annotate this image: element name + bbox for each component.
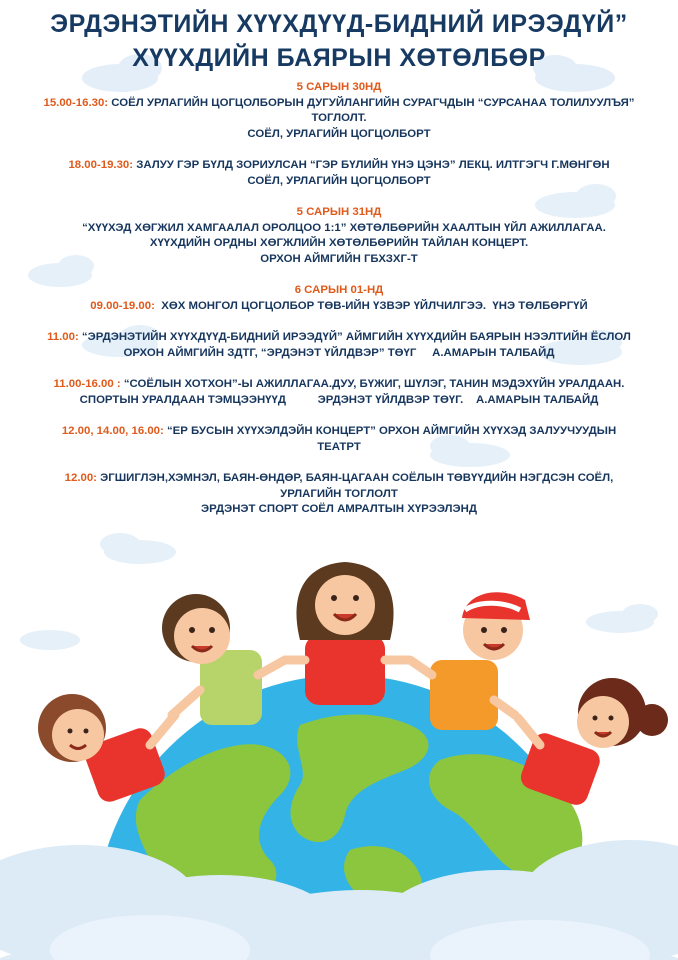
event-item xyxy=(40,471,638,502)
event-description: “ХҮҮХЭД ХӨГЖИЛ ХАМГААЛАЛ ОРОЛЦОО 1:1” ХӨТӨЛБӨРИЙН ХААЛТЫН ҮЙЛ АЖИЛЛАГАА. xyxy=(82,221,606,234)
event-time: 12.00, 14.00, 16.00: xyxy=(61,425,164,437)
schedule xyxy=(40,80,638,518)
event-venue: ЭРДЭНЭТ СПОРТ СОЁЛ АМРАЛТЫН ХҮРЭЭЛЭНД xyxy=(201,503,477,515)
background-cloud xyxy=(586,604,658,633)
event-time: 15.00-16.30: xyxy=(43,96,109,109)
event-venue: СОЁЛ, УРЛАГИЙН ЦОГЦОЛБОРТ xyxy=(247,127,431,140)
event-item xyxy=(40,96,638,127)
event-description: “СОЁЛЫН ХОТХОН”-Ы АЖИЛЛАГАА.ДУУ, БҮЖИГ, ШҮЛЭГ, ТАНИН МЭДЭХҮЙН УРАЛДААН. xyxy=(120,378,625,390)
date-heading-may-30: 5 САРЫН 30НД xyxy=(296,81,382,93)
event-venue: СОЁЛ, УРЛАГИЙН ЦОГЦОЛБОРТ xyxy=(247,174,431,187)
event-description: ЗАЛУУ ГЭР БҮЛД ЗОРИУЛСАН “ГЭР БҮЛИЙН ҮНЭ ЦЭНЭ” ЛЕКЦ. ИЛТГЭГЧ Г.МӨНГӨН xyxy=(133,159,610,171)
event-description: ЭГШИГЛЭН,ХЭМНЭЛ, БАЯН-ӨНДӨР, БАЯН-ЦАГААН СОЁЛЫН ТӨВҮҮДИЙН НЭГДСЭН СОЁЛ, УРЛАГИЙН ТОГЛОЛТ xyxy=(96,472,614,500)
event-item xyxy=(40,330,638,346)
event-time: 11.00: xyxy=(47,331,79,343)
child-right xyxy=(518,678,668,808)
event-item xyxy=(40,158,638,174)
event-description: ХӨХ МОНГОЛ ЦОГЦОЛБОР ТӨВ-ИЙН ҮЗВЭР ҮЙЛЧИЛГЭЭ. ҮНЭ ТӨЛБӨРГҮЙ xyxy=(154,299,588,312)
event-description: ХҮҮХДИЙН ОРДНЫ ХӨГЖЛИЙН ХӨТӨЛБӨРИЙН ТАЙЛАН КОНЦЕРТ. xyxy=(149,237,529,249)
event-time: 12.00: xyxy=(64,472,97,484)
background-cloud xyxy=(100,533,176,564)
event-time: 18.00-19.30: xyxy=(68,159,134,171)
event-venue: ОРХОН АЙМГИЙН ЗДТГ, “ЭРДЭНЭТ ҮЙЛДВЭР” ТӨҮГ А.АМАРЫН ТАЛБАЙД xyxy=(123,346,555,359)
event-item xyxy=(40,377,638,393)
date-heading-june-01: 6 САРЫН 01-НД xyxy=(294,284,384,296)
event-time: 11.00-16.00 : xyxy=(53,378,121,390)
event-venue: ОРХОН АЙМГИЙН ГБХЗХГ-Т xyxy=(260,252,418,265)
background-cloud xyxy=(20,630,80,650)
event-description: СОЁЛ УРЛАГИЙН ЦОГЦОЛБОРЫН ДУГУЙЛАНГИЙН СУРАГЧДЫН “СУРСАНАА ТОЛИЛУУЛЪЯ” ТОГЛОЛТ. xyxy=(108,96,635,124)
poster-title-line-1: ЭРДЭНЭТИЙН ХҮҮХДҮҮД-БИДНИЙ ИРЭЭДҮЙ” xyxy=(50,10,628,38)
event-time: 09.00-19.00: xyxy=(90,299,155,312)
date-heading-may-31: 5 САРЫН 31НД xyxy=(296,206,382,218)
event-item xyxy=(40,424,638,455)
event-description: “ЕР БУСЫН ХҮҮХЭЛДЭЙН КОНЦЕРТ” ОРХОН АЙМГИЙН ХҮҮХЭД ЗАЛУУЧУУДЫН ТЕАТРТ xyxy=(163,425,617,453)
poster-title-line-2: ХҮҮХДИЙН БАЯРЫН ХӨТӨЛБӨР xyxy=(132,44,546,72)
event-venue: СПОРТЫН УРАЛДААН ТЭМЦЭЭНҮҮД ЭРДЭНЭТ ҮЙЛДВЭР ТӨҮГ. А.АМАРЫН ТАЛБАЙД xyxy=(79,393,599,406)
event-description: “ЭРДЭНЭТИЙН ХҮҮХДҮҮД-БИДНИЙ ИРЭЭДҮЙ” АЙМГИЙН ХҮҮХДИЙН БАЯРЫН НЭЭЛТИЙН ЁСЛОЛ xyxy=(78,331,631,343)
event-item xyxy=(40,299,638,315)
